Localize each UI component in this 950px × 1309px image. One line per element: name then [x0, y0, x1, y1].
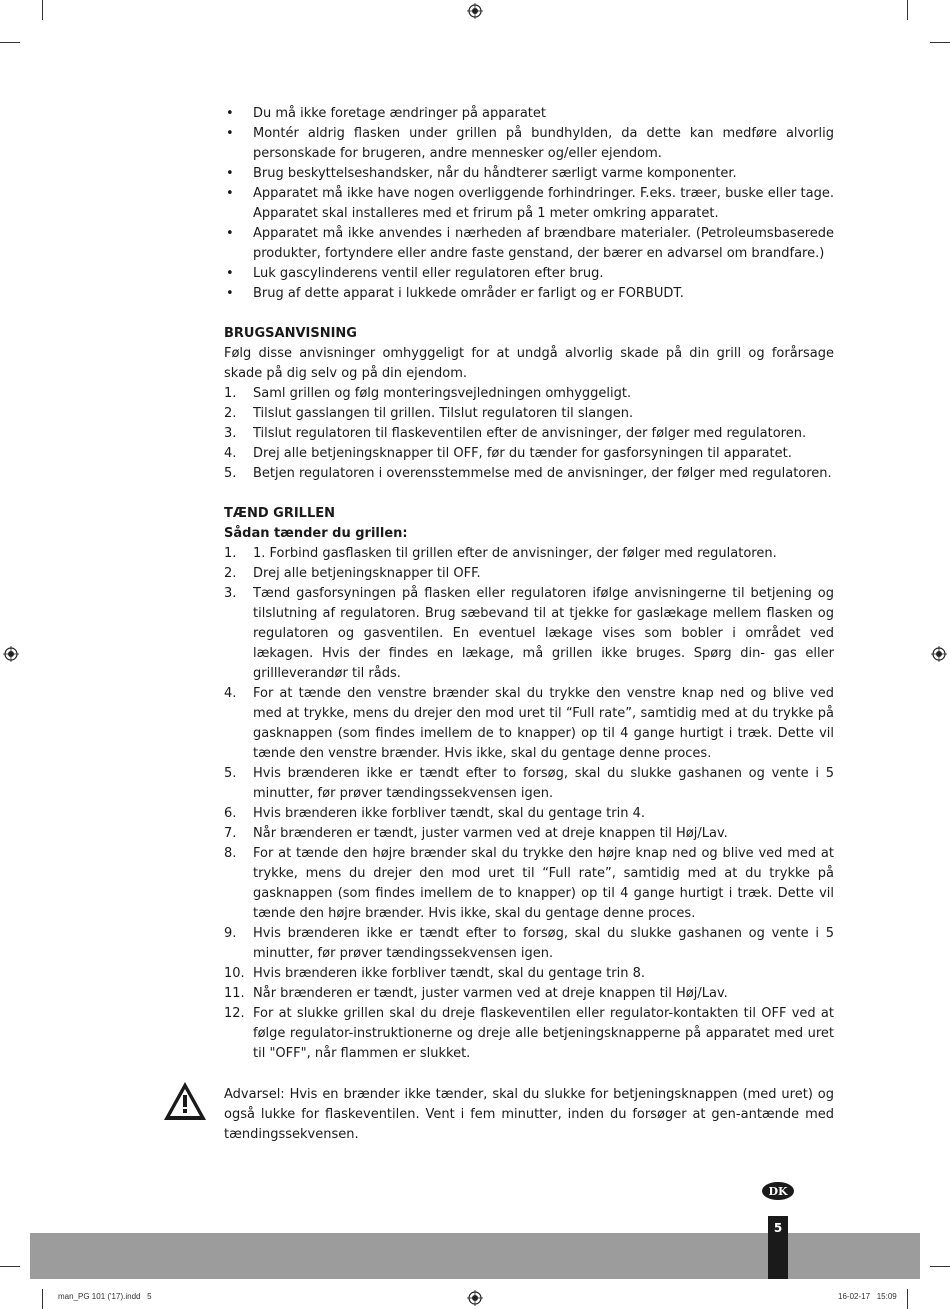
step-text: Tilslut gasslangen til grillen. Tilslut regulatoren til slangen. — [253, 406, 634, 421]
page-content — [224, 104, 834, 1064]
step-text: Tilslut regulatoren til flaskeventilen efter de anvisninger, der følger med regulatoren. — [253, 426, 807, 441]
step-number: 4. — [224, 686, 237, 701]
step-text: Betjen regulatoren i overensstemmelse med de anvisninger, der følger med regulatoren. — [253, 466, 832, 481]
step-number: 3. — [224, 426, 237, 441]
ignite-steps — [224, 544, 834, 1064]
usage-intro: Følg disse anvisninger omhyggeligt for at undgå alvorlig skade på din grill og forårsage skade på dig selv og på din ejendom. — [224, 346, 834, 381]
step-text: Når brænderen er tændt, juster varmen ved at dreje knappen til Høj/Lav. — [253, 826, 728, 841]
ignite-step — [224, 564, 834, 584]
step-text: Tænd gasforsyningen på flasken eller regulatoren ifølge anvisningerne til betjening og tilslutning af regulatoren. Brug sæbevand til at tjekke for gaslækage mellem flasken og regulatoren og gasventilen. En eventuel lækage vises som bobler i området ved lækagen. Hvis der findes en lækage, må grillen ikke bruges. Spørg din- gas eller grillleverandør til råds. — [253, 586, 834, 681]
safety-item: • Apparatet må ikke have nogen overliggende forhindringer. F.eks. træer, buske eller tage. Apparatet skal installeres med et frirum på 1 meter omkring apparatet. — [224, 184, 834, 224]
ignite-step — [224, 1004, 834, 1064]
warning-text: Advarsel: Hvis en brænder ikke tænder, skal du slukke for betjeningsknappen (med uret) og også lukke for flaskeventilen. Vent i fem minutter, inden du forsøger at gen-antænde med tændingssekvensen. — [224, 1087, 834, 1142]
registration-mark-icon — [3, 646, 19, 662]
step-number: 2. — [224, 406, 237, 421]
ignite-step — [224, 824, 834, 844]
ignite-step — [224, 584, 834, 684]
step-number: 9. — [224, 926, 237, 941]
safety-list — [224, 104, 834, 304]
crop-mark — [907, 0, 908, 20]
step-number: 12. — [224, 1006, 245, 1021]
usage-step — [224, 384, 834, 404]
step-text: Når brænderen er tændt, juster varmen ved at dreje knappen til Høj/Lav. — [253, 986, 728, 1001]
usage-step — [224, 424, 834, 444]
step-number: 6. — [224, 806, 237, 821]
step-number: 10. — [224, 966, 245, 981]
ignite-step — [224, 984, 834, 1004]
safety-item: • Apparatet må ikke anvendes i nærheden af brændbare materialer. (Petroleumsbaserede produkter, fortyndere eller andre faste genstand, der bærer en advarsel om brandfare.) — [224, 224, 834, 264]
step-number: 2. — [224, 566, 237, 581]
step-text: Hvis brænderen ikke forbliver tændt, skal du gentage trin 4. — [253, 806, 646, 821]
ignite-step — [224, 544, 834, 564]
ignite-step — [224, 964, 834, 984]
step-number: 8. — [224, 846, 237, 861]
step-text: Hvis brænderen ikke er tændt efter to forsøg, skal du slukke gashanen og vente i 5 minutter, før prøver tændingssekvensen igen. — [253, 766, 834, 801]
slug-filename: man_PG 101 ('17).indd 5 — [58, 1292, 152, 1301]
usage-step — [224, 404, 834, 424]
crop-mark — [930, 42, 950, 43]
ignite-heading: TÆND GRILLEN — [224, 506, 336, 521]
usage-steps — [224, 384, 834, 484]
step-number: 1. — [224, 386, 237, 401]
step-text: Saml grillen og følg monteringsvejledningen omhyggeligt. — [253, 386, 632, 401]
usage-heading: BRUGSANVISNING — [224, 326, 357, 341]
crop-mark — [42, 1289, 43, 1309]
step-number: 7. — [224, 826, 237, 841]
ignite-subheading: Sådan tænder du grillen: — [224, 526, 408, 541]
safety-item: • Brug af dette apparat i lukkede områder er farligt og er FORBUDT. — [224, 284, 834, 304]
step-number: 5. — [224, 766, 237, 781]
warning-triangle-icon — [162, 1080, 208, 1122]
step-text: For at tænde den højre brænder skal du trykke den højre knap ned og blive ved med at trykke, mens du drejer den mod uret til “Full rate”, samtidig med at du trykke på gasknappen (som findes imellem de to knapper) op til 4 gange hurtigt i træk. Dette vil tænde den højre brænder. Hvis ikke, skal du gentage denne proces. — [253, 846, 834, 921]
registration-mark-icon — [931, 646, 947, 662]
language-badge: DK — [762, 1182, 794, 1200]
registration-mark-icon — [467, 1290, 483, 1306]
ignite-step — [224, 804, 834, 824]
safety-item: • Brug beskyttelseshandsker, når du håndterer særligt varme komponenter. — [224, 164, 834, 184]
step-number: 3. — [224, 586, 237, 601]
usage-section — [224, 324, 834, 484]
ignite-step — [224, 844, 834, 924]
step-text: Drej alle betjeningsknapper til OFF. — [253, 566, 481, 581]
step-number: 4. — [224, 446, 237, 461]
step-text: 1. Forbind gasflasken til grillen efter de anvisninger, der følger med regulatoren. — [253, 546, 777, 561]
step-number: 5. — [224, 466, 237, 481]
step-text: For at tænde den venstre brænder skal du trykke den venstre knap ned og blive ved med at trykke, mens du drejer den mod uret til “Full rate”, samtidig med at du trykke på gasknappen (som findes imellem de to knapper) op til 4 gange hurtigt i træk. Dette vil tænde den venstre brænder. Hvis ikke, skal du gentage denne proces. — [253, 686, 834, 761]
crop-mark — [0, 42, 20, 43]
crop-mark — [930, 1266, 950, 1267]
step-number: 1. — [224, 546, 237, 561]
ignite-step — [224, 764, 834, 804]
ignite-step — [224, 684, 834, 764]
crop-mark — [42, 0, 43, 20]
step-text: For at slukke grillen skal du dreje flaskeventilen eller regulator-kontakten til OFF ved at følge regulator-instruktionerne og dreje alle betjeningsknapperne på apparatet med uret til "OFF", når flammen er slukket. — [253, 1006, 834, 1061]
step-number: 11. — [224, 986, 245, 1001]
step-text: Hvis brænderen ikke forbliver tændt, skal du gentage trin 8. — [253, 966, 646, 981]
usage-step — [224, 444, 834, 464]
safety-item: • Montér aldrig flasken under grillen på bundhylden, da dette kan medføre alvorlig personskade for brugeren, andre mennesker og/eller ejendom. — [224, 124, 834, 164]
ignite-section — [224, 504, 834, 1064]
page-number: 5 — [768, 1216, 788, 1279]
safety-item: • Luk gascylinderens ventil eller regulatoren efter brug. — [224, 264, 834, 284]
safety-item: • Du må ikke foretage ændringer på apparatet — [224, 104, 834, 124]
crop-mark — [0, 1266, 20, 1267]
crop-mark — [907, 1289, 908, 1309]
ignite-step — [224, 924, 834, 964]
slug-timestamp: 16-02-17 15:09 — [838, 1292, 897, 1301]
registration-mark-icon — [467, 3, 483, 19]
step-text: Hvis brænderen ikke er tændt efter to forsøg, skal du slukke gashanen og vente i 5 minutter, før prøver tændingssekvensen igen. — [253, 926, 834, 961]
usage-step — [224, 464, 834, 484]
step-text: Drej alle betjeningsknapper til OFF, før du tænder for gasforsyningen til apparatet. — [253, 446, 792, 461]
